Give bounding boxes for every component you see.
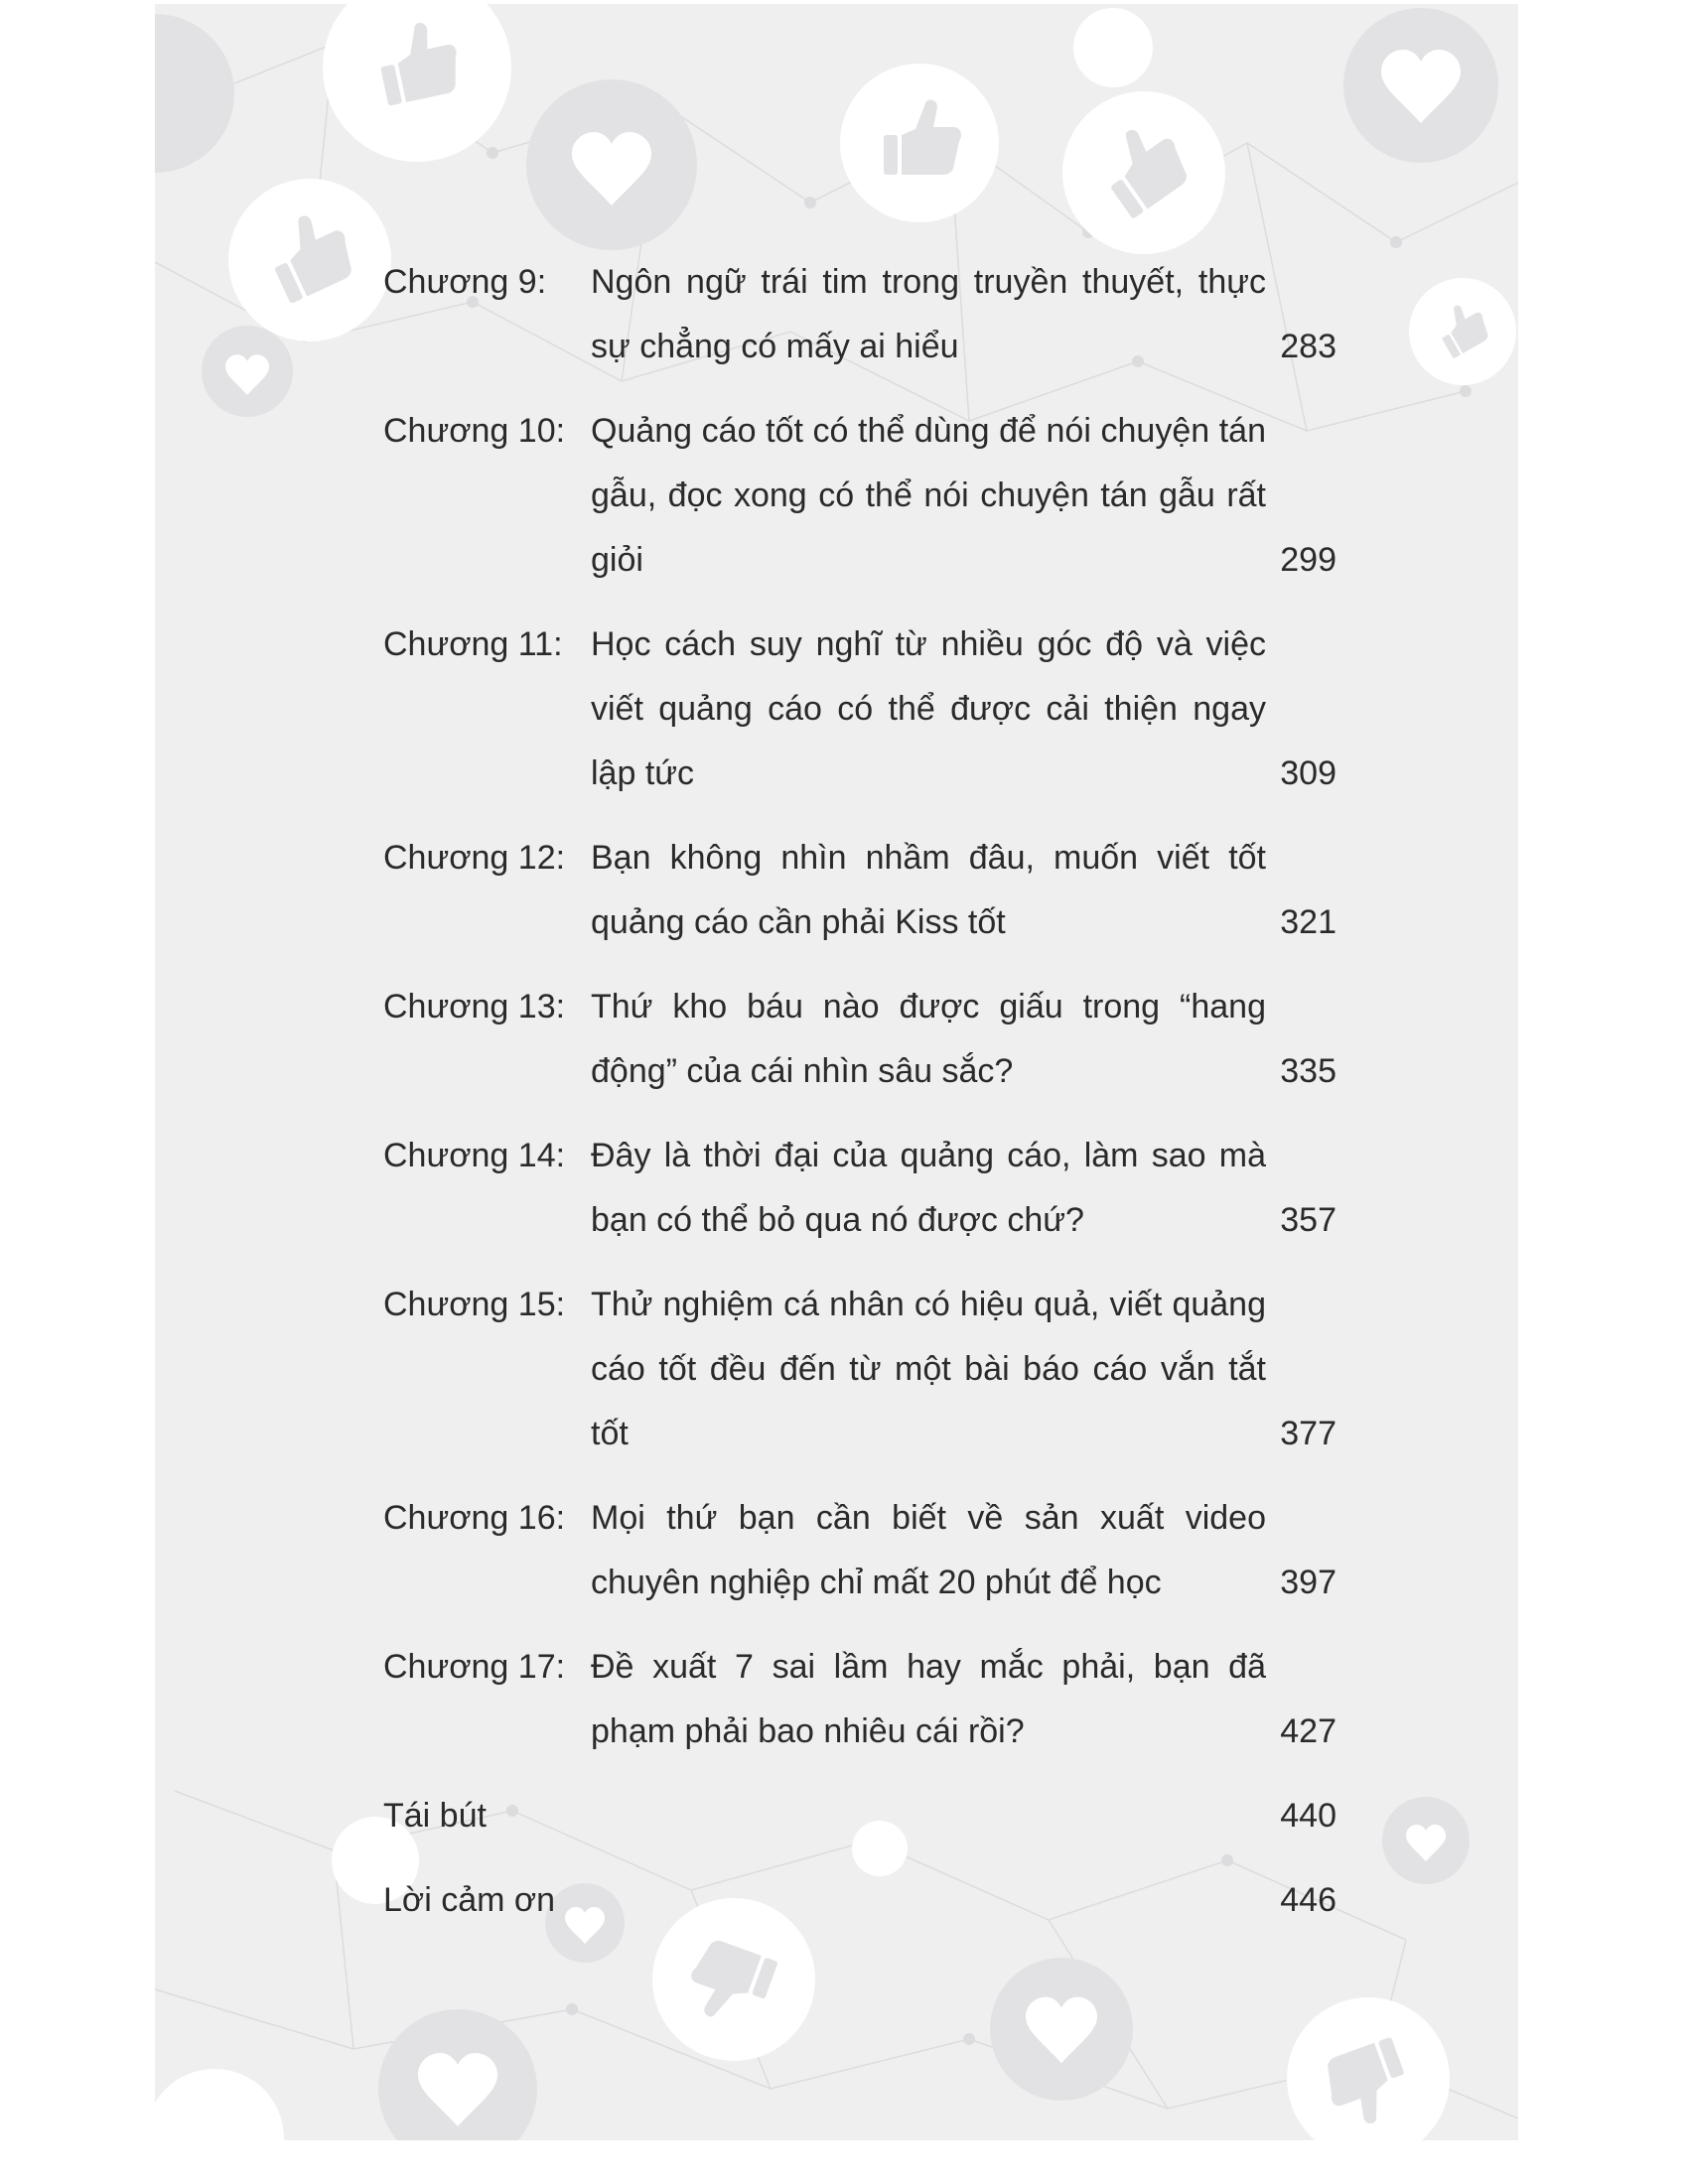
toc-entry-label: Chương 9: bbox=[383, 263, 547, 301]
toc-entry-chapter-10[interactable] bbox=[383, 399, 1336, 593]
toc-entry-chapter-11[interactable] bbox=[383, 613, 1336, 806]
toc-entry-title: Học cách suy nghĩ từ nhiều góc độ và việc viết quảng cáo có thể được cải thiện ngay lập tức bbox=[591, 625, 1266, 792]
toc-entry-title: Ngôn ngữ trái tim trong truyền thuyết, thực sự chẳng có mấy ai hiểu bbox=[591, 263, 1266, 365]
toc-entry-page: 283 bbox=[1280, 328, 1336, 365]
toc-entry-label: Chương 10: bbox=[383, 412, 566, 450]
toc-entry-page: 321 bbox=[1280, 903, 1336, 941]
toc-entry-page: 377 bbox=[1280, 1415, 1336, 1452]
toc-entry-page: 335 bbox=[1280, 1052, 1336, 1090]
toc-entry-chapter-12[interactable] bbox=[383, 826, 1336, 955]
toc-entry-label: Chương 13: bbox=[383, 988, 566, 1025]
toc-entry-page: 357 bbox=[1280, 1201, 1336, 1239]
toc-entry-title: Đề xuất 7 sai lầm hay mắc phải, bạn đã phạm phải bao nhiêu cái rồi? bbox=[591, 1648, 1266, 1750]
toc-entry-title bbox=[591, 1784, 1266, 1848]
toc-entry-chapter-13[interactable] bbox=[383, 975, 1336, 1104]
toc-entry-page: 309 bbox=[1280, 754, 1336, 792]
toc-entry-title: Đây là thời đại của quảng cáo, làm sao mà bạn có thể bỏ qua nó được chứ? bbox=[591, 1137, 1266, 1239]
toc-entry-chapter-16[interactable] bbox=[383, 1486, 1336, 1615]
toc-entry-page: 299 bbox=[1280, 541, 1336, 579]
toc-entry-title: Mọi thứ bạn cần biết về sản xuất video chuyên nghiệp chỉ mất 20 phút để học bbox=[591, 1499, 1266, 1601]
toc-entry-label: Chương 17: bbox=[383, 1648, 566, 1686]
toc-entry-label: Chương 12: bbox=[383, 839, 566, 877]
toc-entry-chapter-9[interactable] bbox=[383, 250, 1336, 379]
toc-entry-label: Lời cảm ơn bbox=[383, 1881, 556, 1919]
toc-entry-title: Quảng cáo tốt có thể dùng để nói chuyện tán gẫu, đọc xong có thể nói chuyện tán gẫu rất giỏi bbox=[591, 412, 1266, 579]
toc-entry-postscript[interactable] bbox=[383, 1784, 1336, 1848]
toc-entry-label: Chương 14: bbox=[383, 1137, 566, 1174]
toc-entry-label: Chương 16: bbox=[383, 1499, 566, 1537]
table-of-contents bbox=[383, 250, 1336, 1953]
toc-entry-acknowledgements[interactable] bbox=[383, 1868, 1336, 1933]
book-page bbox=[155, 4, 1518, 2140]
toc-entry-page: 440 bbox=[1280, 1797, 1336, 1835]
toc-entry-page: 446 bbox=[1280, 1881, 1336, 1919]
toc-entry-page: 397 bbox=[1280, 1564, 1336, 1601]
toc-entry-chapter-15[interactable] bbox=[383, 1273, 1336, 1466]
toc-entry-title bbox=[591, 1868, 1266, 1933]
toc-entry-label: Tái bút bbox=[383, 1797, 487, 1835]
toc-entry-page: 427 bbox=[1280, 1712, 1336, 1750]
toc-entry-label: Chương 11: bbox=[383, 625, 563, 663]
toc-entry-title: Thứ kho báu nào được giấu trong “hang động” của cái nhìn sâu sắc? bbox=[591, 988, 1266, 1090]
toc-entry-label: Chương 15: bbox=[383, 1286, 566, 1323]
toc-entry-chapter-14[interactable] bbox=[383, 1124, 1336, 1253]
toc-entry-title: Thử nghiệm cá nhân có hiệu quả, viết quảng cáo tốt đều đến từ một bài báo cáo vắn tắt tốt bbox=[591, 1286, 1266, 1452]
toc-entry-title: Bạn không nhìn nhầm đâu, muốn viết tốt quảng cáo cần phải Kiss tốt bbox=[591, 839, 1266, 941]
toc-entry-chapter-17[interactable] bbox=[383, 1635, 1336, 1764]
